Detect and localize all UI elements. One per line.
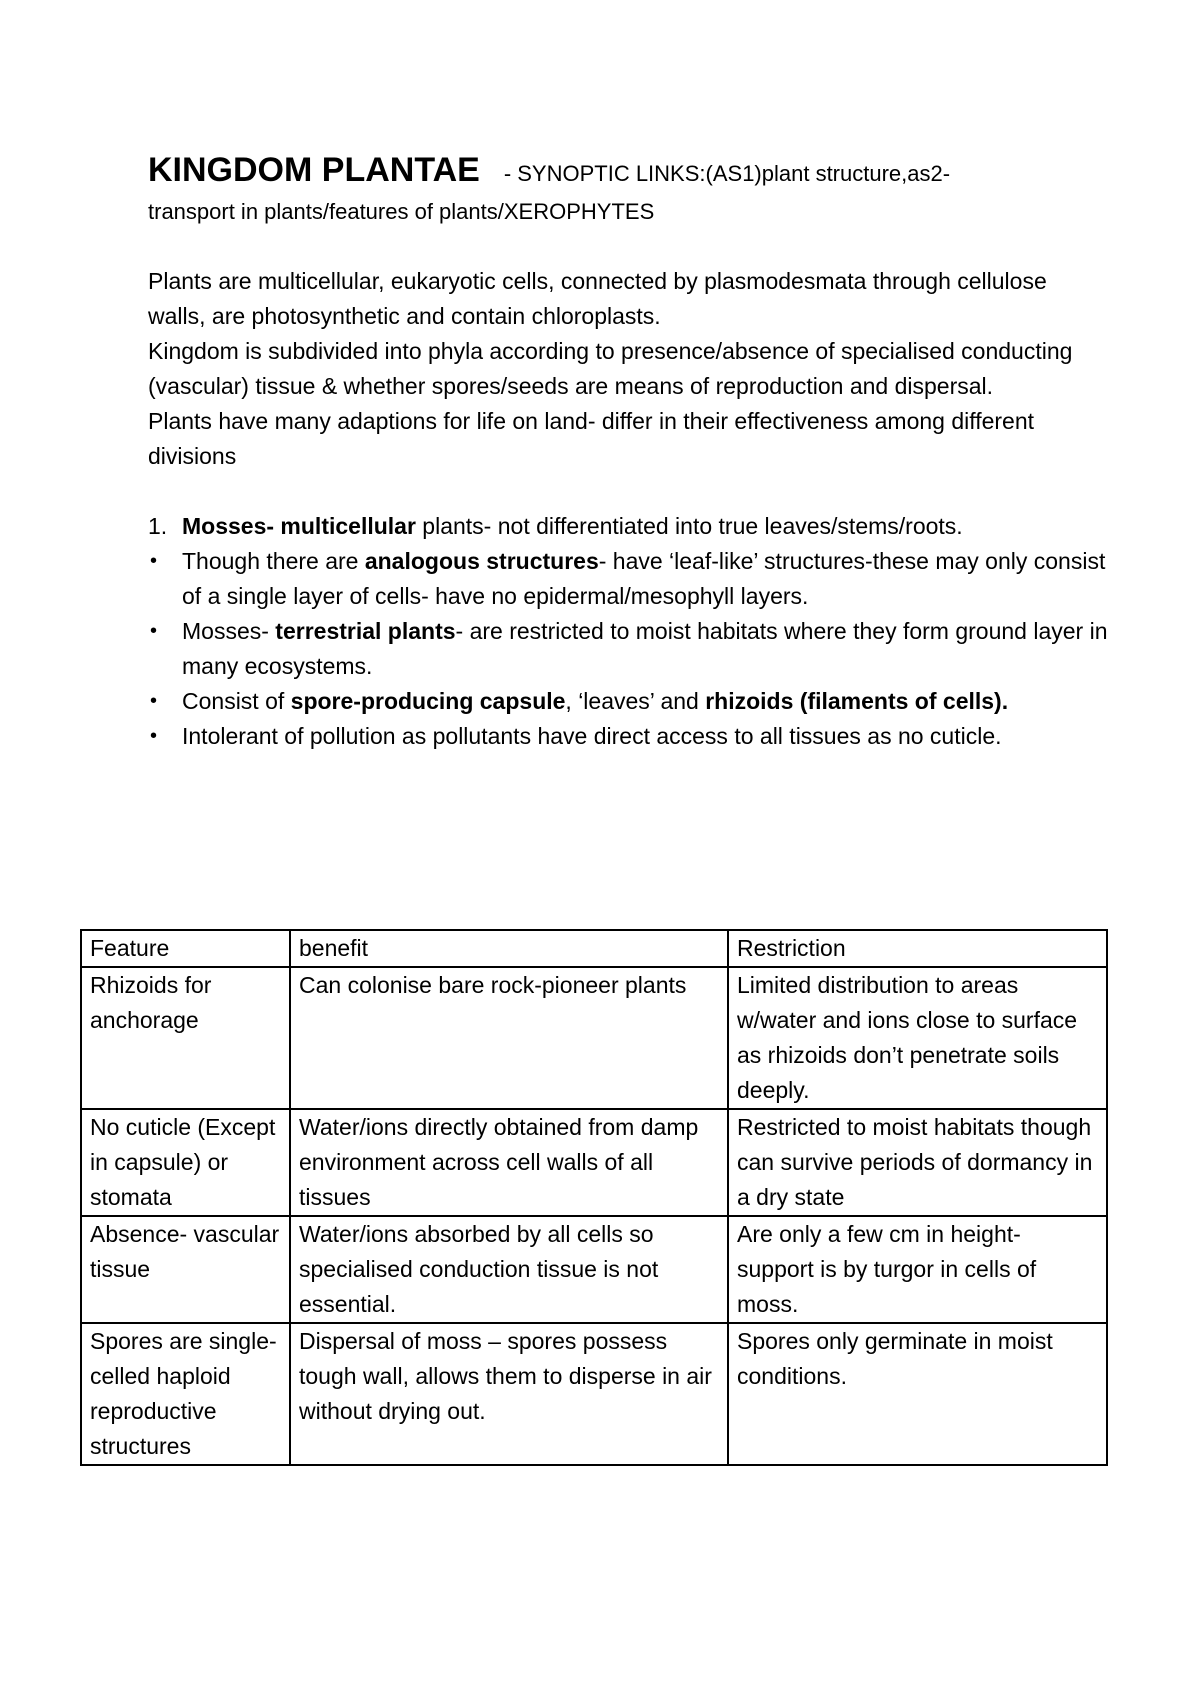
table-cell-benefit: Can colonise bare rock-pioneer plants — [290, 967, 728, 1109]
bullet-text: - have ‘leaf-like’ structures-these may only consist of a single layer of cells- have no epidermal/mesophyll layers. — [182, 548, 1106, 609]
bullet-text: , ‘leaves’ and — [565, 688, 706, 714]
synoptic-links-continued: transport in plants/features of plants/XEROPHYTES — [148, 199, 655, 224]
table-cell-restriction: Spores only germinate in moist conditions. — [728, 1323, 1107, 1465]
bullet-item — [148, 719, 1108, 754]
page-title: KINGDOM PLANTAE — [148, 151, 480, 189]
bullet-bold-text: spore-producing capsule — [290, 688, 566, 714]
moss-list — [148, 509, 1108, 754]
bullet-text: Mosses- — [182, 618, 276, 644]
list-number: 1. — [148, 513, 168, 539]
list-item — [148, 509, 1108, 544]
bullet-text: Though there are — [182, 548, 365, 574]
document-body — [148, 150, 1108, 754]
bullet-bold-text: analogous structures — [364, 548, 599, 574]
table-header-row — [81, 930, 1107, 967]
table-cell-benefit: Water/ions absorbed by all cells so specialised conduction tissue is not essential. — [290, 1216, 728, 1323]
table-cell-feature: Spores are single-celled haploid reproductive structures — [81, 1323, 290, 1465]
table-row — [81, 1323, 1107, 1465]
table-cell-feature: Absence- vascular tissue — [81, 1216, 290, 1323]
heading-line — [148, 150, 1108, 194]
table-cell-benefit: Dispersal of moss – spores possess tough wall, allows them to disperse in air without drying out. — [290, 1323, 728, 1465]
bullet-item — [148, 544, 1108, 614]
table-cell-benefit: Water/ions directly obtained from damp environment across cell walls of all tissues — [290, 1109, 728, 1216]
table-cell-feature: No cuticle (Except in capsule) or stomata — [81, 1109, 290, 1216]
list-item-text: plants- not differentiated into true leaves/stems/roots. — [415, 513, 963, 539]
intro-paragraph: Kingdom is subdivided into phyla according to presence/absence of specialised conducting (vascular) tissue & whether spores/seeds are means of reproduction and dispersal. — [148, 338, 1073, 399]
spacer — [148, 229, 1108, 264]
bullet-bold-text: rhizoids (filaments of cells). — [705, 688, 1009, 714]
table-cell-restriction: Are only a few cm in height- support is by turgor in cells of moss. — [728, 1216, 1107, 1323]
bullet-icon: • — [150, 550, 158, 572]
table-row — [81, 1216, 1107, 1323]
bullet-item — [148, 684, 1108, 719]
intro-paragraph: Plants are multicellular, eukaryotic cells, connected by plasmodesmata through cellulose walls, are photosynthetic and contain chloroplasts. — [148, 268, 1047, 329]
table-row — [81, 967, 1107, 1109]
spacer — [148, 474, 1108, 509]
table-header-restriction: Restriction — [728, 930, 1107, 967]
intro-paragraph: Plants have many adaptions for life on land- differ in their effectiveness among different divisions — [148, 408, 1035, 469]
bullet-icon: • — [150, 690, 158, 712]
table-cell-feature: Rhizoids for anchorage — [81, 967, 290, 1109]
table-cell-restriction: Restricted to moist habitats though can survive periods of dormancy in a dry state — [728, 1109, 1107, 1216]
table-header-benefit: benefit — [290, 930, 728, 967]
bullet-item — [148, 614, 1108, 684]
table-cell-restriction: Limited distribution to areas w/water and ions close to surface as rhizoids don’t penetrate soils deeply. — [728, 967, 1107, 1109]
bullet-bold-text: terrestrial plants — [275, 618, 456, 644]
synoptic-links: - SYNOPTIC LINKS:(AS1)plant structure,as2- — [503, 161, 951, 186]
moss-features-table — [80, 929, 1108, 1466]
table-header-feature: Feature — [81, 930, 290, 967]
list-item-bold: Mosses- multicellular — [182, 513, 416, 539]
table-row — [81, 1109, 1107, 1216]
bullet-icon: • — [150, 725, 158, 747]
bullet-text: Intolerant of pollution as pollutants have direct access to all tissues as no cuticle. — [182, 723, 1002, 749]
bullet-text: - are restricted to moist habitats where they form ground layer in many ecosystems. — [182, 618, 1108, 679]
bullet-icon: • — [150, 620, 158, 642]
bullet-text: Consist of — [182, 688, 291, 714]
